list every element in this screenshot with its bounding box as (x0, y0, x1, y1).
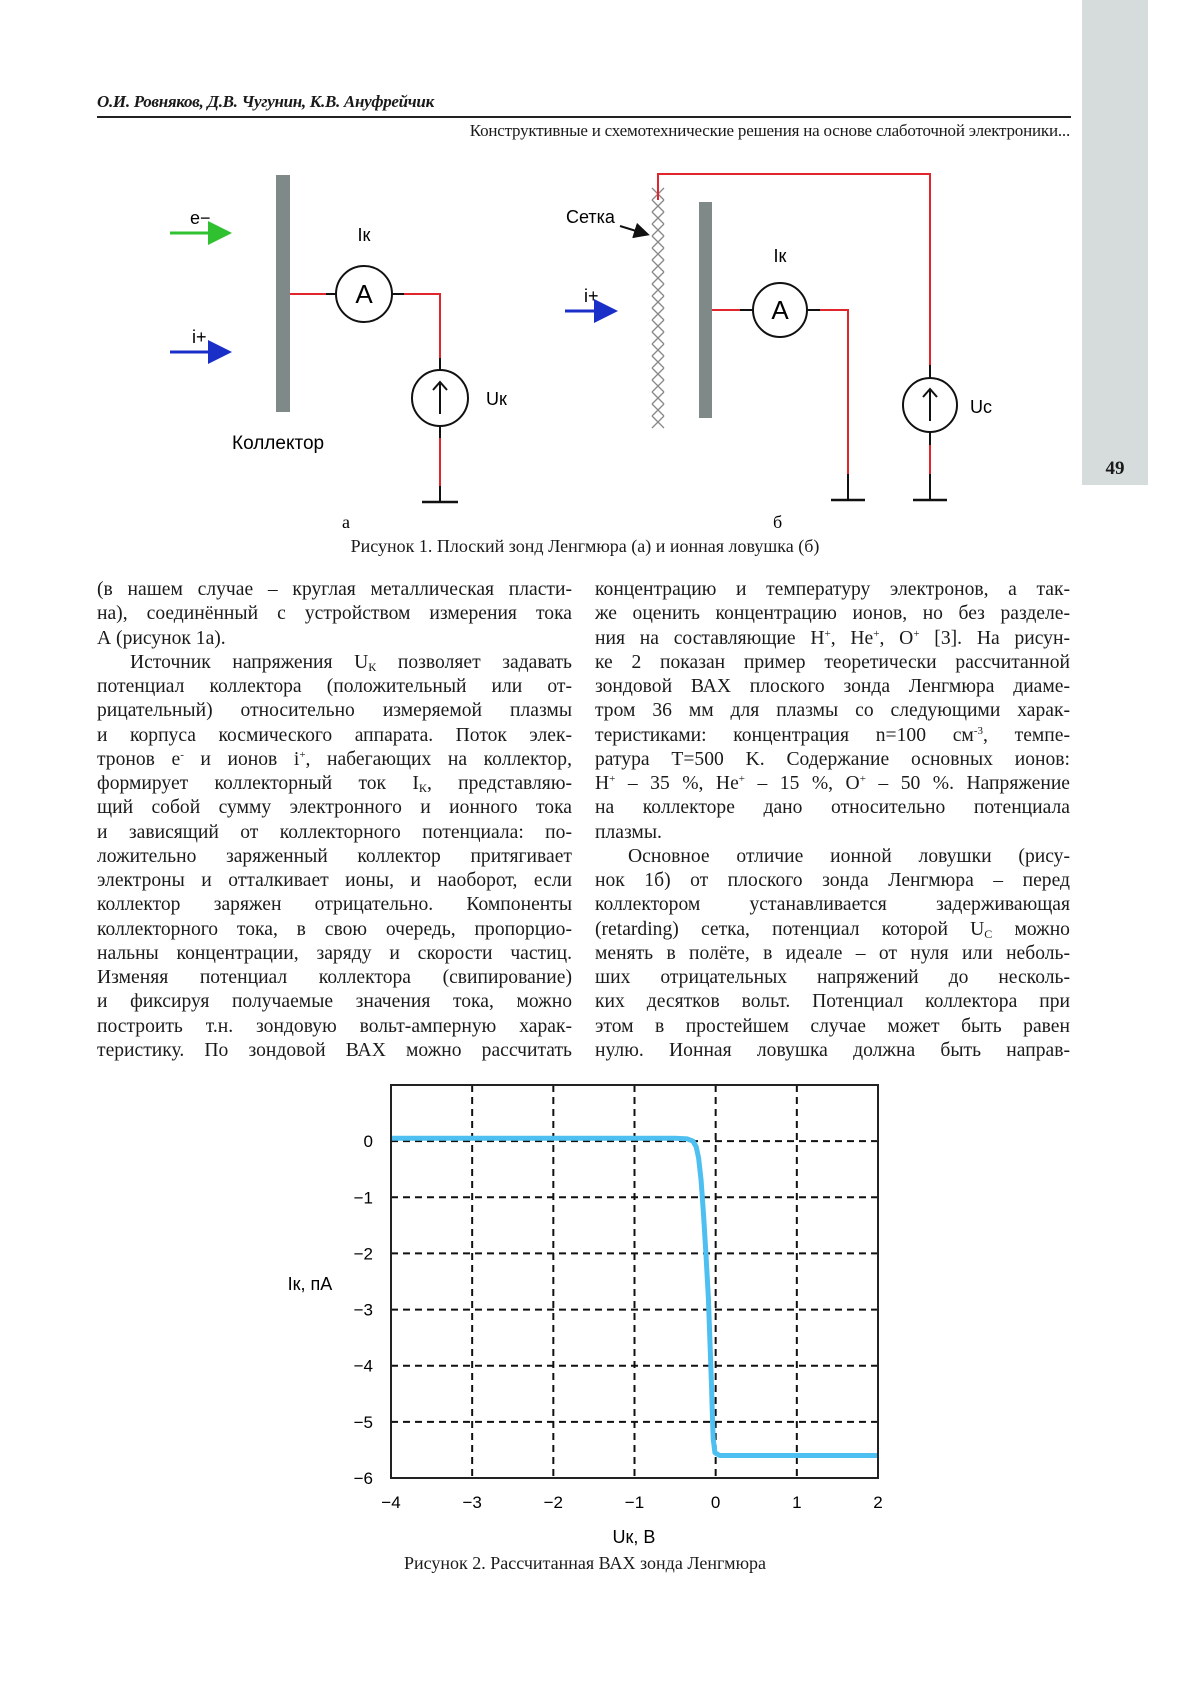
text-line: Источник напряжения $U_К$ позволяет задавать (130, 651, 572, 674)
current-label: Iк (357, 225, 371, 245)
y-tick-label: 0 (363, 1132, 373, 1152)
text-line: H+ – 35 %, He+ – 15 %, O+ – 50 %. Напряжение (595, 773, 1070, 794)
text-line: Изменяя потенциал коллектора (свипирование) (97, 967, 572, 988)
retarding-grid (652, 188, 664, 428)
text-line: плазмы. (595, 821, 662, 843)
figure-2-caption: Рисунок 2. Рассчитанная ВАХ зонда Ленгмюра (403, 1553, 767, 1573)
current-label: Iк (773, 246, 787, 266)
y-axis-label: Iк, пА (287, 1274, 333, 1294)
figure-1b (565, 174, 992, 532)
collector-label: Коллектор (232, 433, 325, 454)
page-number: 49 (1105, 458, 1125, 479)
voltage-label: Uк (486, 389, 507, 409)
text-line: коллектор заряжен отрицательно. Компоненты (97, 894, 572, 916)
text-line: этом в простейшем случае может быть равен (595, 1015, 1070, 1037)
text-line: рицательный) относительно измеряемой плазмы (97, 700, 572, 722)
text-line: А (рисунок 1а). (97, 627, 226, 649)
text-line: нулю. Ионная ловушка должна быть направ- (595, 1039, 1070, 1061)
ammeter-label: A (355, 279, 373, 309)
text-line: менять в полёте, в идеале – от нуля или неболь- (595, 942, 1070, 964)
y-tick-label: −2 (353, 1244, 373, 1264)
text-column-left (97, 578, 572, 1063)
x-tick-label: 0 (710, 1493, 721, 1512)
electron-label: e− (190, 208, 211, 228)
text-line: построить т.н. зондовую вольт-амперную харак- (97, 1015, 572, 1037)
text-column-right (595, 578, 1070, 1063)
figure-2-chart (0, 1060, 1200, 1560)
figure-1-caption: Рисунок 1. Плоский зонд Ленгмюра (а) и ионная ловушка (б) (350, 536, 820, 556)
grid-label: Сетка (566, 207, 615, 227)
text-line: тронов e- и ионов i+, набегающих на коллектор, (97, 748, 572, 770)
figure-1a (170, 175, 507, 532)
text-line: нок 1б) от плоского зонда Ленгмюра – перед (595, 870, 1070, 891)
text-line: потенциал коллектора (положительный или от- (97, 676, 572, 697)
x-tick-label: −4 (381, 1493, 401, 1512)
running-authors: О.И. Ровняков, Д.В. Чугунин, К.В. Ануфрейчик (97, 92, 434, 111)
text-line: и фиксируя получаемые значения тока, можно (97, 991, 572, 1013)
y-tick-label: −5 (353, 1412, 373, 1432)
subfigure-label-b: б (773, 512, 783, 532)
text-line: концентрацию и температуру электронов, а так- (595, 579, 1070, 600)
y-tick-label: −1 (353, 1188, 373, 1208)
text-line: ших отрицательных напряжений до несколь- (595, 967, 1070, 988)
text-line: формирует коллекторный ток $I_К$, представляю- (97, 773, 572, 795)
text-line: ке 2 показан пример теоретически рассчитанной (595, 651, 1070, 673)
text-line: ратура T=500 K. Содержание основных ионов: (595, 748, 1070, 770)
ion-label: i+ (192, 327, 207, 347)
text-line: ких десятков вольт. Потенциал коллектора при (595, 991, 1070, 1013)
text-line: зондовой ВАХ плоского зонда Ленгмюра диаме- (595, 676, 1070, 697)
x-tick-label: 2 (873, 1493, 883, 1512)
collector-plate (276, 175, 290, 412)
x-tick-label: −3 (462, 1493, 482, 1512)
text-line: на коллекторе дано относительно потенциала (595, 797, 1070, 819)
y-tick-label: −6 (353, 1469, 373, 1488)
figure-1 (0, 0, 1200, 560)
text-line: теристиками: концентрация n=100 $см^{-3}$, темпе- (595, 724, 1070, 746)
text-line: ложительно заряженный коллектор притягивает (97, 845, 572, 867)
y-tick-label: −3 (353, 1300, 373, 1320)
text-line: нальны концентрации, заряду и скорости частиц. (97, 942, 572, 964)
text-line: (в нашем случае – круглая металлическая пласти- (97, 579, 572, 600)
voltage-label: Uc (970, 397, 992, 417)
running-title: Конструктивные и схемотехнические решения на основе слаботочной электроники... (469, 121, 1070, 140)
text-line: и корпуса космического аппарата. Поток элек- (97, 724, 572, 746)
text-line: коллекторного тока, в свою очередь, пропорцио- (97, 918, 572, 940)
subfigure-label-a: а (342, 512, 350, 532)
text-line: и зависящий от коллекторного потенциала: по- (97, 821, 572, 843)
text-line: ния на составляющие H+, He+, O+ [3]. На рисун- (595, 627, 1070, 649)
text-line: (retarding) сетка, потенциал которой $U_C$ можно (595, 918, 1070, 941)
collector-plate (699, 202, 712, 418)
x-tick-label: −2 (543, 1493, 564, 1512)
text-line: тром 36 мм для плазмы со следующими харак- (595, 700, 1070, 722)
ion-label: i+ (584, 286, 599, 306)
ammeter-label: A (771, 295, 789, 325)
text-line: коллектором устанавливается задерживающая (595, 894, 1070, 916)
text-line: же оценить концентрацию ионов, но без разделе- (595, 603, 1070, 625)
y-tick-label: −4 (353, 1356, 373, 1376)
text-line: на), соединённый с устройством измерения тока (97, 603, 572, 625)
x-tick-label: 1 (792, 1493, 802, 1512)
x-axis-label: Uк, В (612, 1527, 656, 1547)
pointer-arrow-icon (620, 226, 646, 234)
text-line: Основное отличие ионной ловушки (рису- (628, 845, 1070, 867)
text-line: электроны и отталкивает ионы, и наоборот, если (97, 870, 572, 891)
text-line: щий собой сумму электронного и ионного тока (97, 797, 572, 819)
text-line: теристику. По зондовой ВАХ можно рассчитать (97, 1039, 572, 1061)
x-tick-label: −1 (624, 1493, 645, 1512)
